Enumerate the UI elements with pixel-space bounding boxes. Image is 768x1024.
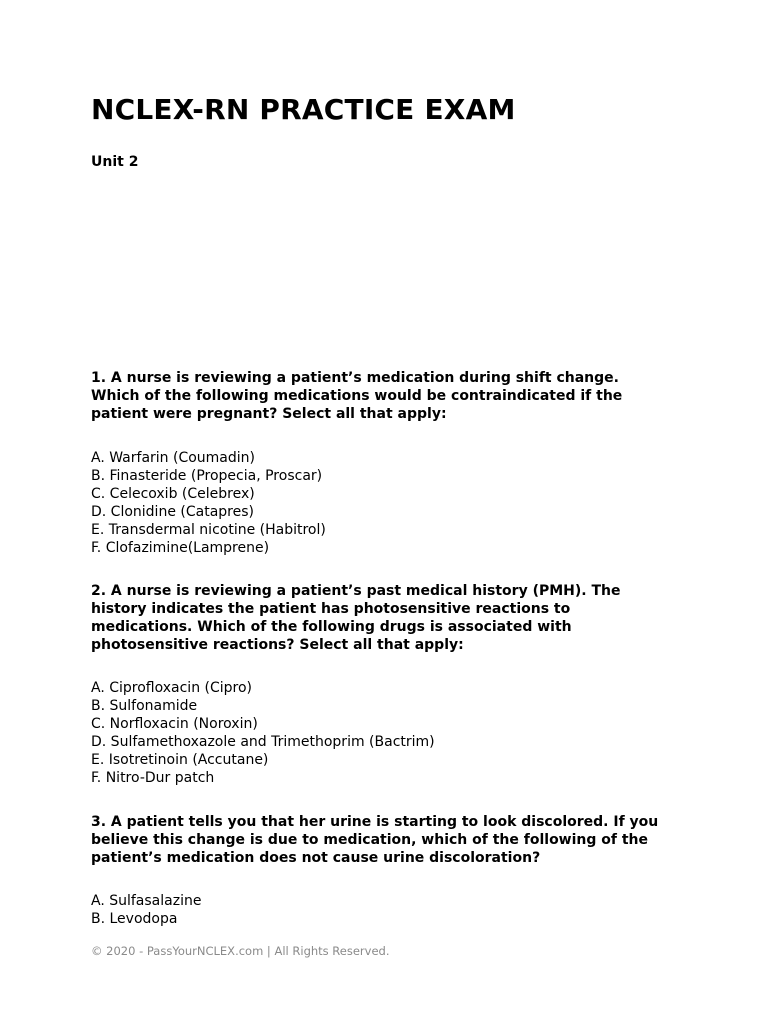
question-2-option-c: C. Norfloxacin (Noroxin) [91, 716, 258, 732]
question-1-option-e: E. Transdermal nicotine (Habitrol) [91, 522, 326, 538]
question-1-option-a: A. Warfarin (Coumadin) [91, 450, 255, 466]
question-1-option-b: B. Finasteride (Propecia, Proscar) [91, 468, 323, 484]
question-3-options [91, 892, 201, 928]
question-2-option-a: A. Ciprofloxacin (Cipro) [91, 680, 253, 696]
page-title: NCLEX-RN PRACTICE EXAM [91, 93, 516, 126]
question-3-text: 3. A patient tells you that her urine is starting to look discolored. If you believe this change is due to medication, which of the following of the patient’s medication does not cause urine discoloration? [91, 814, 659, 866]
question-1-options [91, 449, 326, 557]
question-1-option-d: D. Clonidine (Catapres) [91, 504, 254, 520]
question-1-option-f: F. Clofazimine(Lamprene) [91, 540, 270, 556]
question-1 [91, 369, 691, 556]
question-2-options [91, 679, 435, 787]
question-2-text: 2. A nurse is reviewing a patient’s past medical history (PMH). The history indicates the patient has photosensitive reactions to medications. Which of the following drugs is associated with photosensitive reactions? Select all that apply: [91, 583, 621, 653]
copyright-footer: © 2020 - PassYourNCLEX.com | All Rights Reserved. [91, 944, 390, 958]
question-2-option-f: F. Nitro-Dur patch [91, 770, 215, 786]
question-2-option-d: D. Sulfamethoxazole and Trimethoprim (Bactrim) [91, 734, 435, 750]
question-3 [91, 813, 691, 927]
unit-label: Unit 2 [91, 154, 139, 170]
question-2-option-e: E. Isotretinoin (Accutane) [91, 752, 269, 768]
question-1-text: 1. A nurse is reviewing a patient’s medication during shift change. Which of the following medications would be contraindicated if the patient were pregnant? Select all that apply: [91, 370, 623, 422]
question-1-option-c: C. Celecoxib (Celebrex) [91, 486, 255, 502]
question-3-option-b: B. Levodopa [91, 911, 178, 927]
question-2-option-b: B. Sulfonamide [91, 698, 198, 714]
question-2 [91, 582, 691, 786]
question-3-option-a: A. Sulfasalazine [91, 893, 202, 909]
